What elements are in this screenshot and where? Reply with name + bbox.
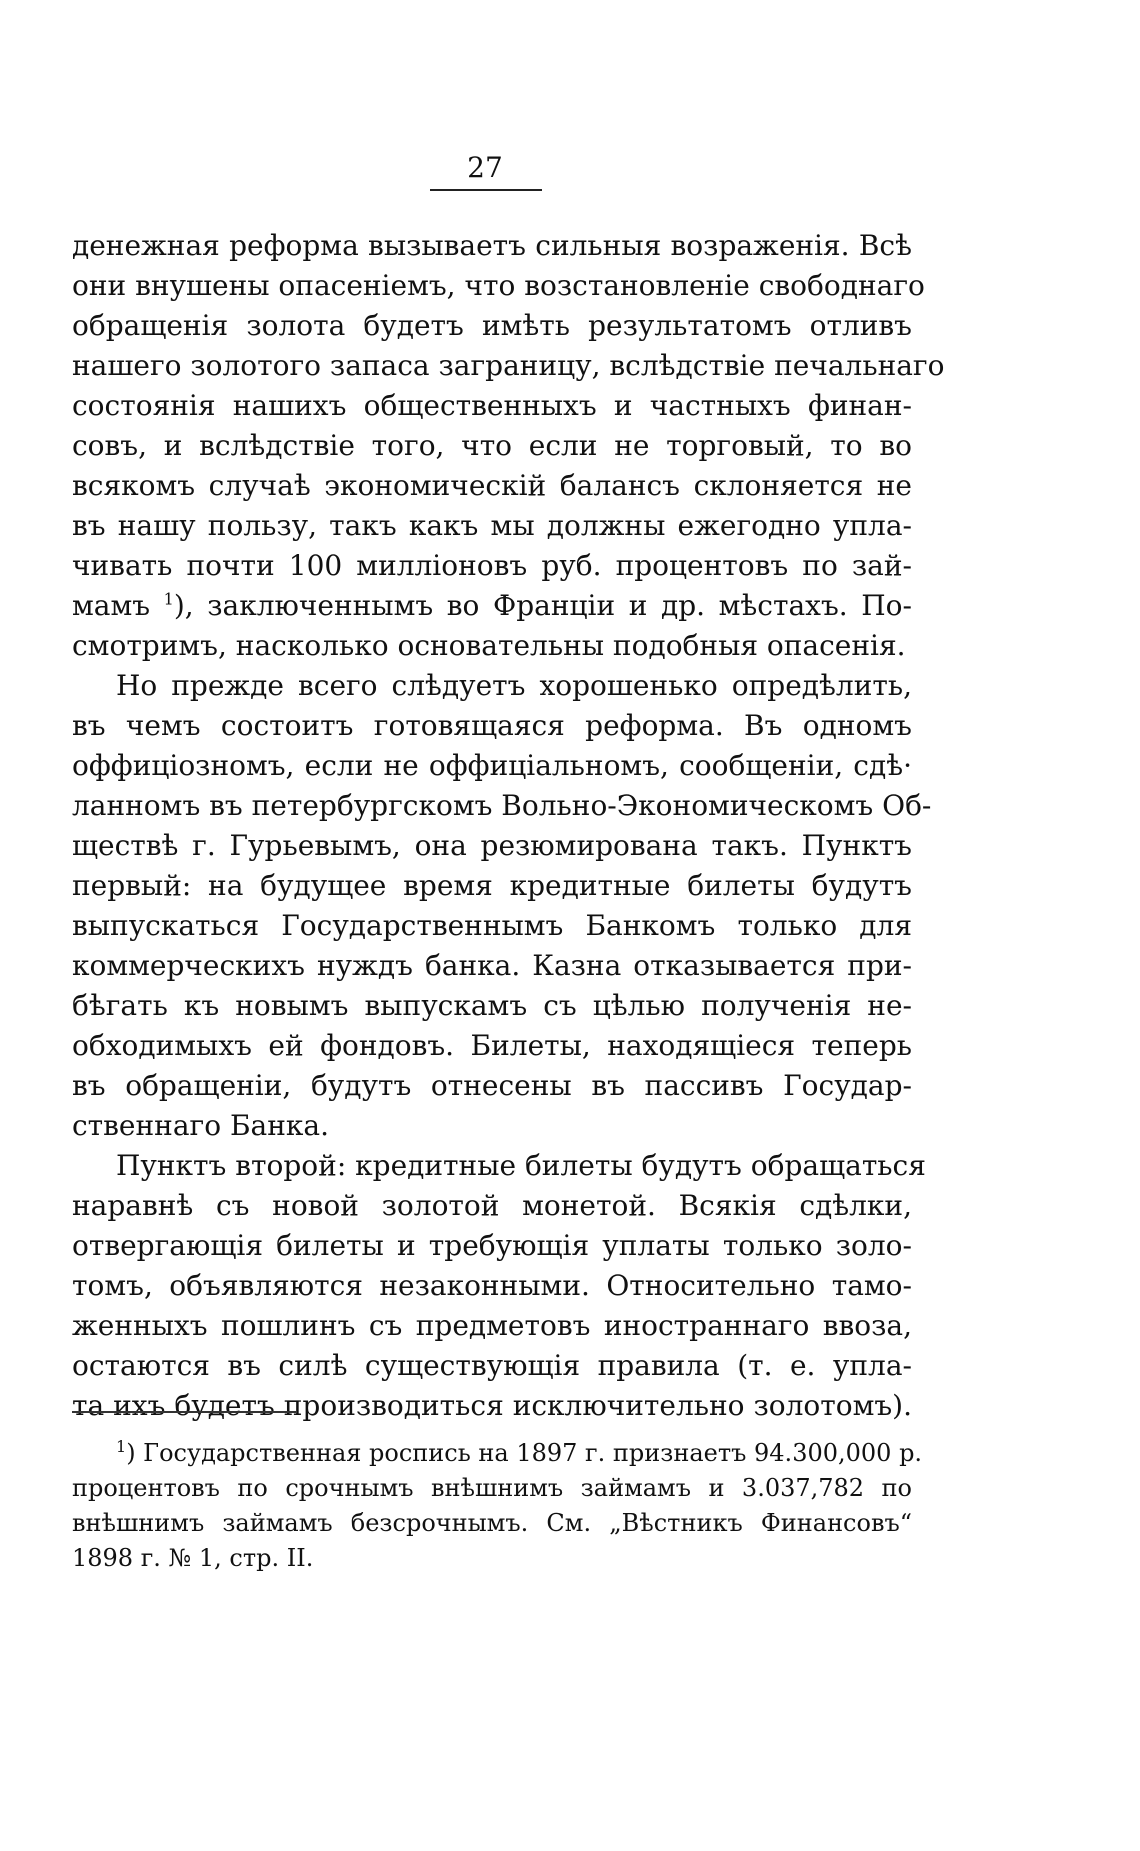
text-line: остаются въ силѣ существующія правила (т. е. упла-: [72, 1349, 912, 1382]
text-line: состоянія нашихъ общественныхъ и частныхъ финан-: [72, 389, 912, 422]
text-line: выпускаться Государственнымъ Банкомъ только для: [72, 909, 912, 942]
text-line: чивать почти 100 милліоновъ руб. процентовъ по зай-: [72, 549, 912, 582]
main-text: [72, 226, 945, 1426]
text-line: первый: на будущее время кредитные билеты будутъ: [72, 869, 912, 902]
text-line: смотримъ, насколько основательны подобныя опасенія.: [72, 629, 906, 662]
text-segment: мамъ: [72, 589, 164, 622]
text-line: отвергающія билеты и требующія уплаты только золо-: [72, 1229, 912, 1262]
footnote-line: 1898 г. № 1, стр. II.: [72, 1544, 314, 1572]
text-line: въ обращеніи, будутъ отнесены въ пассивъ Государ-: [72, 1069, 912, 1102]
footnote-ref[interactable]: 1: [163, 589, 174, 609]
text-line: въ нашу пользу, такъ какъ мы должны ежегодно упла-: [72, 509, 912, 542]
text-line: въ чемъ состоитъ готовящаяся реформа. Въ одномъ: [72, 709, 912, 742]
text-line: нашего золотого запаса заграницу, вслѣдствіе печальнаго: [72, 349, 945, 382]
footnote-line: [72, 1436, 923, 1471]
text-line: ланномъ въ петербургскомъ Вольно-Экономическомъ Об-: [72, 789, 932, 822]
text-line: обходимыхъ ей фондовъ. Билеты, находящіеся теперь: [72, 1029, 912, 1062]
paragraph-3: [72, 1146, 926, 1426]
text-line: женныхъ пошлинъ съ предметовъ иностраннаго ввоза,: [72, 1309, 912, 1342]
page-number-rule: [430, 189, 542, 191]
text-line: обращенія золота будетъ имѣть результатомъ отливъ: [72, 309, 912, 342]
footnote-line: внѣшнимъ займамъ безсрочнымъ. См. „Вѣстникъ Финансовъ“: [72, 1509, 912, 1537]
text-line: ственнаго Банка.: [72, 1109, 329, 1142]
text-segment: ), заключеннымъ во Франціи и др. мѣстахъ. По-: [173, 589, 913, 622]
text-line: совъ, и вслѣдствіе того, что если не торговый, то во: [72, 429, 912, 462]
text-line: Но прежде всего слѣдуетъ хорошенько опредѣлить,: [116, 669, 912, 702]
text-line: коммерческихъ нуждъ банка. Казна отказывается при-: [72, 949, 912, 982]
text-line: та ихъ будетъ производиться исключительно золотомъ).: [72, 1389, 912, 1422]
paragraph-2: [72, 666, 932, 1146]
text-line: наравнѣ съ новой золотой монетой. Всякія сдѣлки,: [72, 1189, 912, 1222]
text-line: денежная реформа вызываетъ сильныя возраженія. Всѣ: [72, 229, 912, 262]
text-line: бѣгать къ новымъ выпускамъ съ цѣлью полученія не-: [72, 989, 912, 1022]
text-line: ществѣ г. Гурьевымъ, она резюмирована такъ. Пунктъ: [72, 829, 912, 862]
footnote-separator: [72, 1411, 296, 1413]
footnote-marker: 1: [116, 1437, 127, 1456]
text-line: оффиціозномъ, если не оффиціальномъ, сообщеніи, сдѣ·: [72, 749, 912, 782]
text-line-with-footnote-ref: [72, 586, 912, 626]
page-number: 27: [467, 151, 503, 184]
text-line: томъ, объявляются незаконными. Относительно тамо-: [72, 1269, 912, 1302]
text-segment: ) Государственная роспись на 1897 г. признаетъ 94.300,000 р.: [126, 1439, 923, 1467]
text-line: всякомъ случаѣ экономическій балансъ склоняется не: [72, 469, 912, 502]
text-line: Пунктъ второй: кредитные билеты будутъ обращаться: [116, 1149, 926, 1182]
paragraph-1: [72, 226, 945, 666]
footnote-line: процентовъ по срочнымъ внѣшнимъ займамъ и 3.037,782 по: [72, 1474, 912, 1502]
footnote: [72, 1436, 923, 1576]
text-line: они внушены опасеніемъ, что возстановленіе свободнаго: [72, 269, 925, 302]
